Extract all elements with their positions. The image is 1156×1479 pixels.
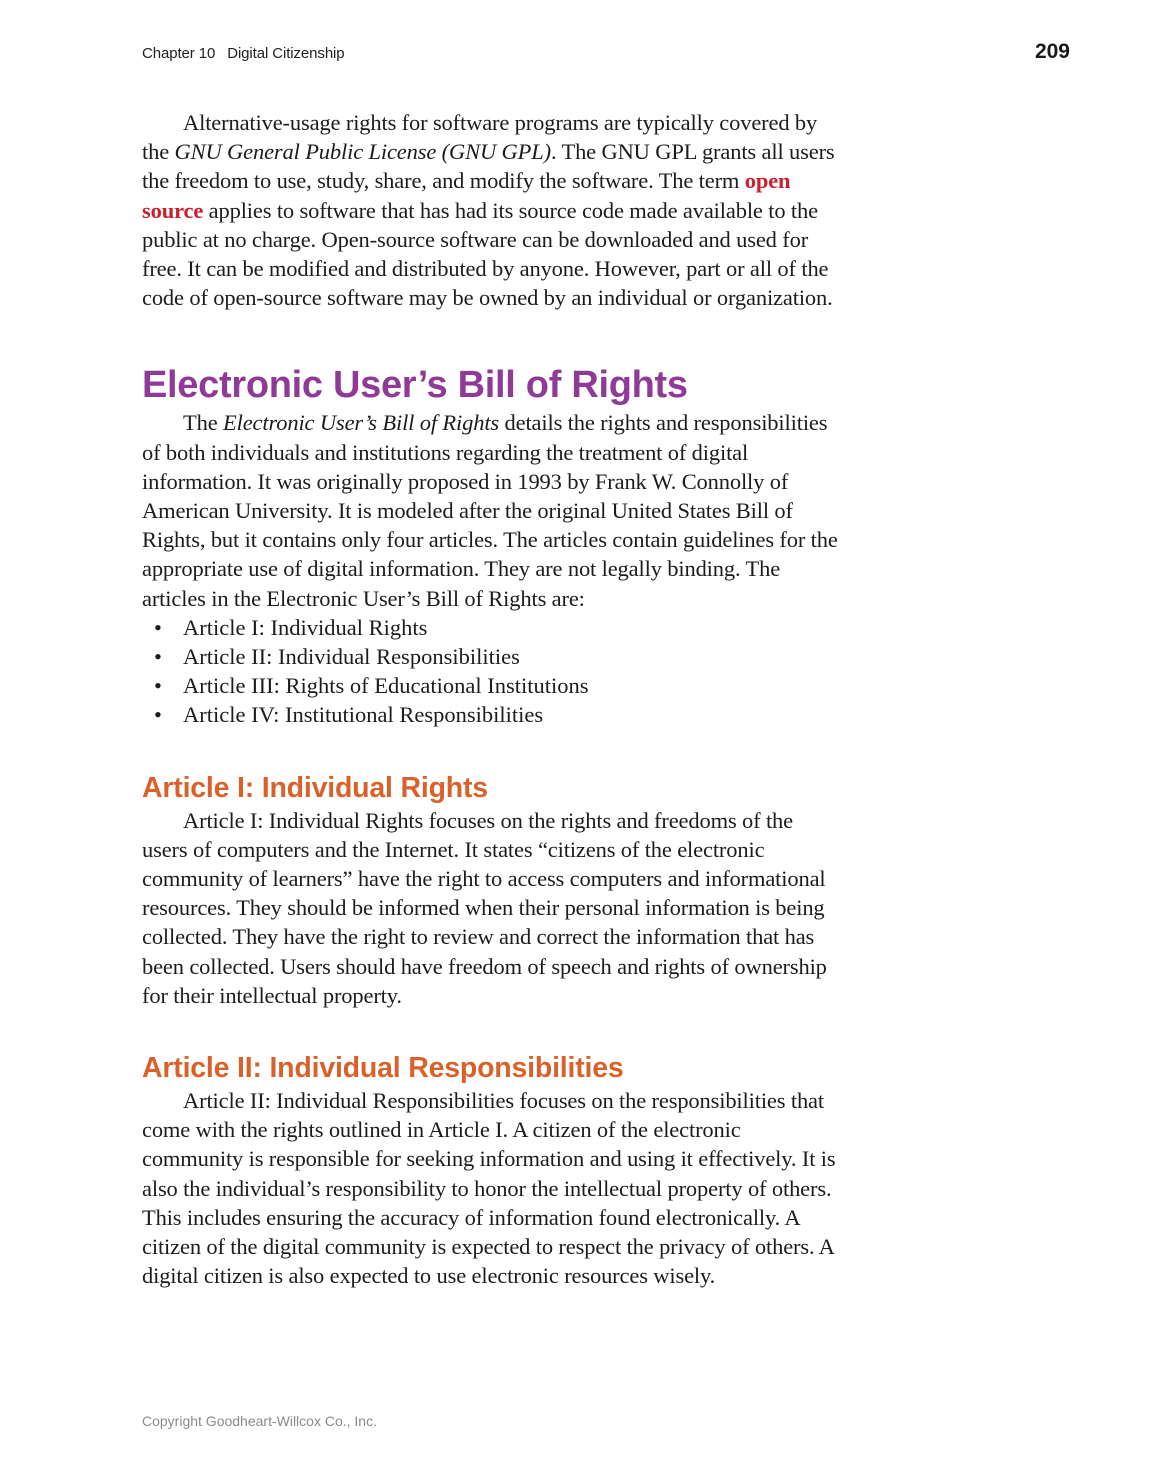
gnu-gpl-title: GNU General Public License (GNU GPL)	[174, 139, 551, 165]
list-item-label: Article II: Individual Responsibilities	[183, 644, 520, 670]
chapter-title: Digital Citizenship	[227, 45, 345, 62]
document-title: Electronic User’s Bill of Rights	[223, 410, 500, 436]
article-2-paragraph: Article II: Individual Responsibilities focuses on the responsibilities that come with the rights outlined in Article I. A citizen of the electronic community is responsible for seeking information and using it effectively. It is also the individual’s responsibility to honor the intellectual property of others. This includes ensuring the accuracy of information found electronically. A citizen of the digital community is expected to respect the privacy of others. A digital citizen is also expected to use electronic resources wisely.	[142, 1088, 836, 1289]
list-item-label: Article IV: Institutional Responsibilities	[183, 702, 544, 728]
list-item-label: Article III: Rights of Educational Institutions	[183, 673, 589, 699]
intro-text: . The GNU GPL grants all users the freedom to use, study, share, and modify the software. The term	[142, 139, 835, 194]
list-item	[142, 613, 842, 642]
list-item	[142, 700, 842, 729]
section-paragraph	[142, 408, 842, 612]
article-2-heading: Article II: Individual Responsibilities	[142, 1052, 624, 1085]
article-1-paragraph: Article I: Individual Rights focuses on the rights and freedoms of the users of computers and the Internet. It states “citizens of the electronic community of learners” have the right to access computers and informational resources. They should be informed when their personal information is being collected. They have the right to review and correct the information that has been collected. Users should have freedom of speech and rights of ownership for their intellectual property.	[142, 807, 827, 1008]
list-item	[142, 642, 842, 671]
articles-list	[142, 613, 842, 730]
intro-text: applies to software that has had its source code made available to the public at no charge. Open-source software can be downloaded and used for free. It can be modified and distributed by anyone. However, part or all of the code of open-source software may be owned by an individual or organization.	[142, 197, 833, 311]
bullet-icon: •	[154, 644, 162, 670]
running-head	[142, 45, 345, 62]
page-number: 209	[1034, 40, 1070, 63]
list-item-label: Article I: Individual Rights	[183, 614, 428, 640]
page-content	[142, 108, 842, 1291]
chapter-number: Chapter 10	[142, 45, 216, 62]
bullet-icon: •	[154, 702, 162, 728]
bullet-icon: •	[154, 614, 162, 640]
section-text: The	[183, 410, 224, 436]
section-text: details the rights and responsibilities of both individuals and institutions regarding the treatment of digital information. It was originally proposed in 1993 by Frank W. Connolly of American University. It is modeled after the original United States Bill of Rights, but it contains only four articles. The articles contain guidelines for the appropriate use of digital information. They are not legally binding. The articles in the Electronic User’s Bill of Rights are:	[142, 410, 838, 611]
key-term-open-source: open source	[142, 168, 791, 223]
section-heading: Electronic User’s Bill of Rights	[142, 364, 688, 407]
intro-paragraph	[142, 108, 842, 312]
list-item	[142, 671, 842, 700]
article-1-heading: Article I: Individual Rights	[142, 771, 488, 804]
intro-text: Alternative-usage rights for software programs are typically covered by the	[142, 110, 818, 165]
copyright-footer: Copyright Goodheart-Willcox Co., Inc.	[142, 1413, 377, 1429]
bullet-icon: •	[154, 673, 162, 699]
